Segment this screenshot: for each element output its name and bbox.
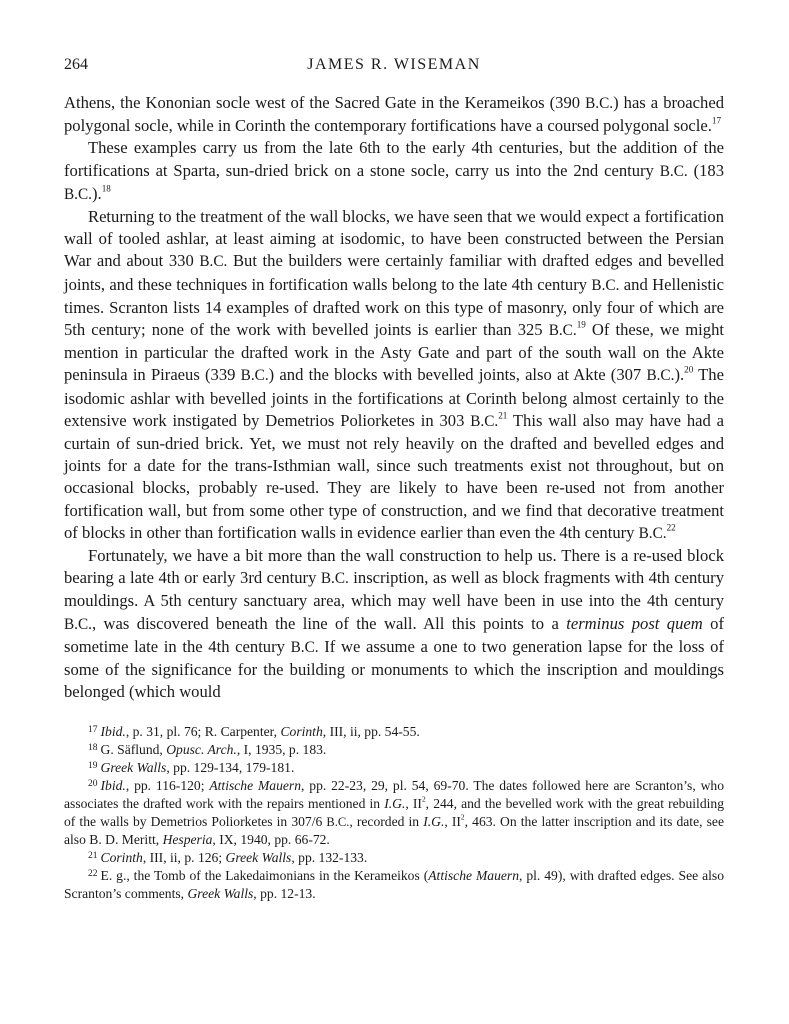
paragraph-3: Returning to the treatment of the wall blocks, we have seen that we would expect a fortification wall of tooled ashlar, at least aiming at isodomic, to have been constructed between the Persian War and about 330 B.C. But the builders were certainly familiar with drafted edges and bevelled joints, and these techniques in fortification walls belong to the late 4th century B.C. and Hellenistic times. Scranton lists 14 examples of drafted work on this type of masonry, only four of which are 5th century; none of the work with bevelled joints is earlier than 325 B.C.$^{19}$ Of these, we might mention in particular the drafted work in the Asty Gate and part of the south wall on the Akte peninsula in Piraeus (339 B.C.) and the blocks with bevelled joints, also at Akte (307 B.C.).$^{20}$ The isodomic ashlar with bevelled joints in the fortifications at Corinth belong almost certainly to the extensive work instigated by Demetrios Poliorketes in 303 B.C.$^{21}$ This wall also may have had a curtain of sun-dried brick. Yet, we must not rely heavily on the drafted and bevelled edges and joints for a date for the trans-Isthmian wall, since such treatments exist not throughout, but on occasional blocks, probably re-used. They are likely to have been re-used not from another fortification wall, but from some other type of construction, and we find that decorative treatment of blocks in other than fortification walls in evidence earlier than even the 4th century B.C.$^{22}$ — [64, 207, 725, 542]
page-header — [64, 56, 724, 82]
paragraph-2: These examples carry us from the late 6th to the early 4th centuries, but the addition of the fortifications at Sparta, sun-dried brick on a stone socle, carry us into the 2nd century B.C. (183 B.C.).$^{18}$ — [64, 138, 724, 203]
footnote-ref-19: 19 — [576, 319, 586, 330]
footnote-ref-18: 18 — [101, 183, 111, 194]
footnote-ref-22: 22 — [666, 522, 676, 533]
page — [64, 56, 724, 903]
footnote-ref-21: 21 — [498, 410, 508, 421]
footnote-17: $^{17}$ Ibid., p. 31, pl. 76; R. Carpenter, Corinth, III, ii, pp. 54-55. — [88, 724, 420, 740]
footnote-ref-17: 17 — [711, 115, 722, 126]
paragraph-1: Athens, the Kononian socle west of the Sacred Gate in the Kerameikos (390 B.C.) has a broached polygonal socle, while in Corinth the contemporary fortifications have a coursed polygonal socle.$^{17}$ — [64, 93, 724, 136]
running-head: JAMES R. WISEMAN — [307, 56, 481, 73]
footnote-19: $^{19}$ Greek Walls, pp. 129-134, 179-181. — [88, 760, 295, 776]
footnote-21: $^{21}$ Corinth, III, ii, p. 126; Greek Walls, pp. 132-133. — [88, 850, 368, 866]
paragraph-4: Fortunately, we have a bit more than the wall construction to help us. There is a re-used block bearing a late 4th or early 3rd century B.C. inscription, as well as block fragments with 4th century mouldings. A 5th century sanctuary area, which may well have been in use into the 4th century B.C., was discovered beneath the line of the wall. All this points to a terminus post quem of sometime late in the 4th century B.C. If we assume a one to two generation lapse for the loss of some of the significance for the building or monuments to which the inscription and mouldings belonged (which would — [64, 546, 724, 702]
footnote-18: $^{18}$ G. Säflund, Opusc. Arch., I, 1935, p. 183. — [88, 742, 327, 758]
page-number: 264 — [64, 56, 88, 73]
footnote-ref-20: 20 — [684, 364, 694, 375]
body-text — [64, 92, 724, 703]
footnote-20: $^{20}$ Ibid., pp. 116-120; Attische Mauern, pp. 22-23, 29, pl. 54, 69-70. The dates followed here are Scranton’s, who associates the drafted work with the repairs mentioned in I.G., $II^2$, 244, and the bevelled work with the great rebuilding of the walls by Demetrios Poliorketes in 307/6 B.C., recorded in I.G., $II^2$, 463. On the latter inscription and its date, see also B. D. Meritt, Hesperia, IX, 1940, pp. 66-72. — [64, 778, 724, 848]
footnote-22: $^{22}$ E. g., the Tomb of the Lakedaimonians in the Kerameikos (Attische Mauern, pl. 49), with drafted edges. See also Scranton’s comments, Greek Walls, pp. 12-13. — [64, 868, 724, 902]
footnotes — [64, 723, 724, 903]
